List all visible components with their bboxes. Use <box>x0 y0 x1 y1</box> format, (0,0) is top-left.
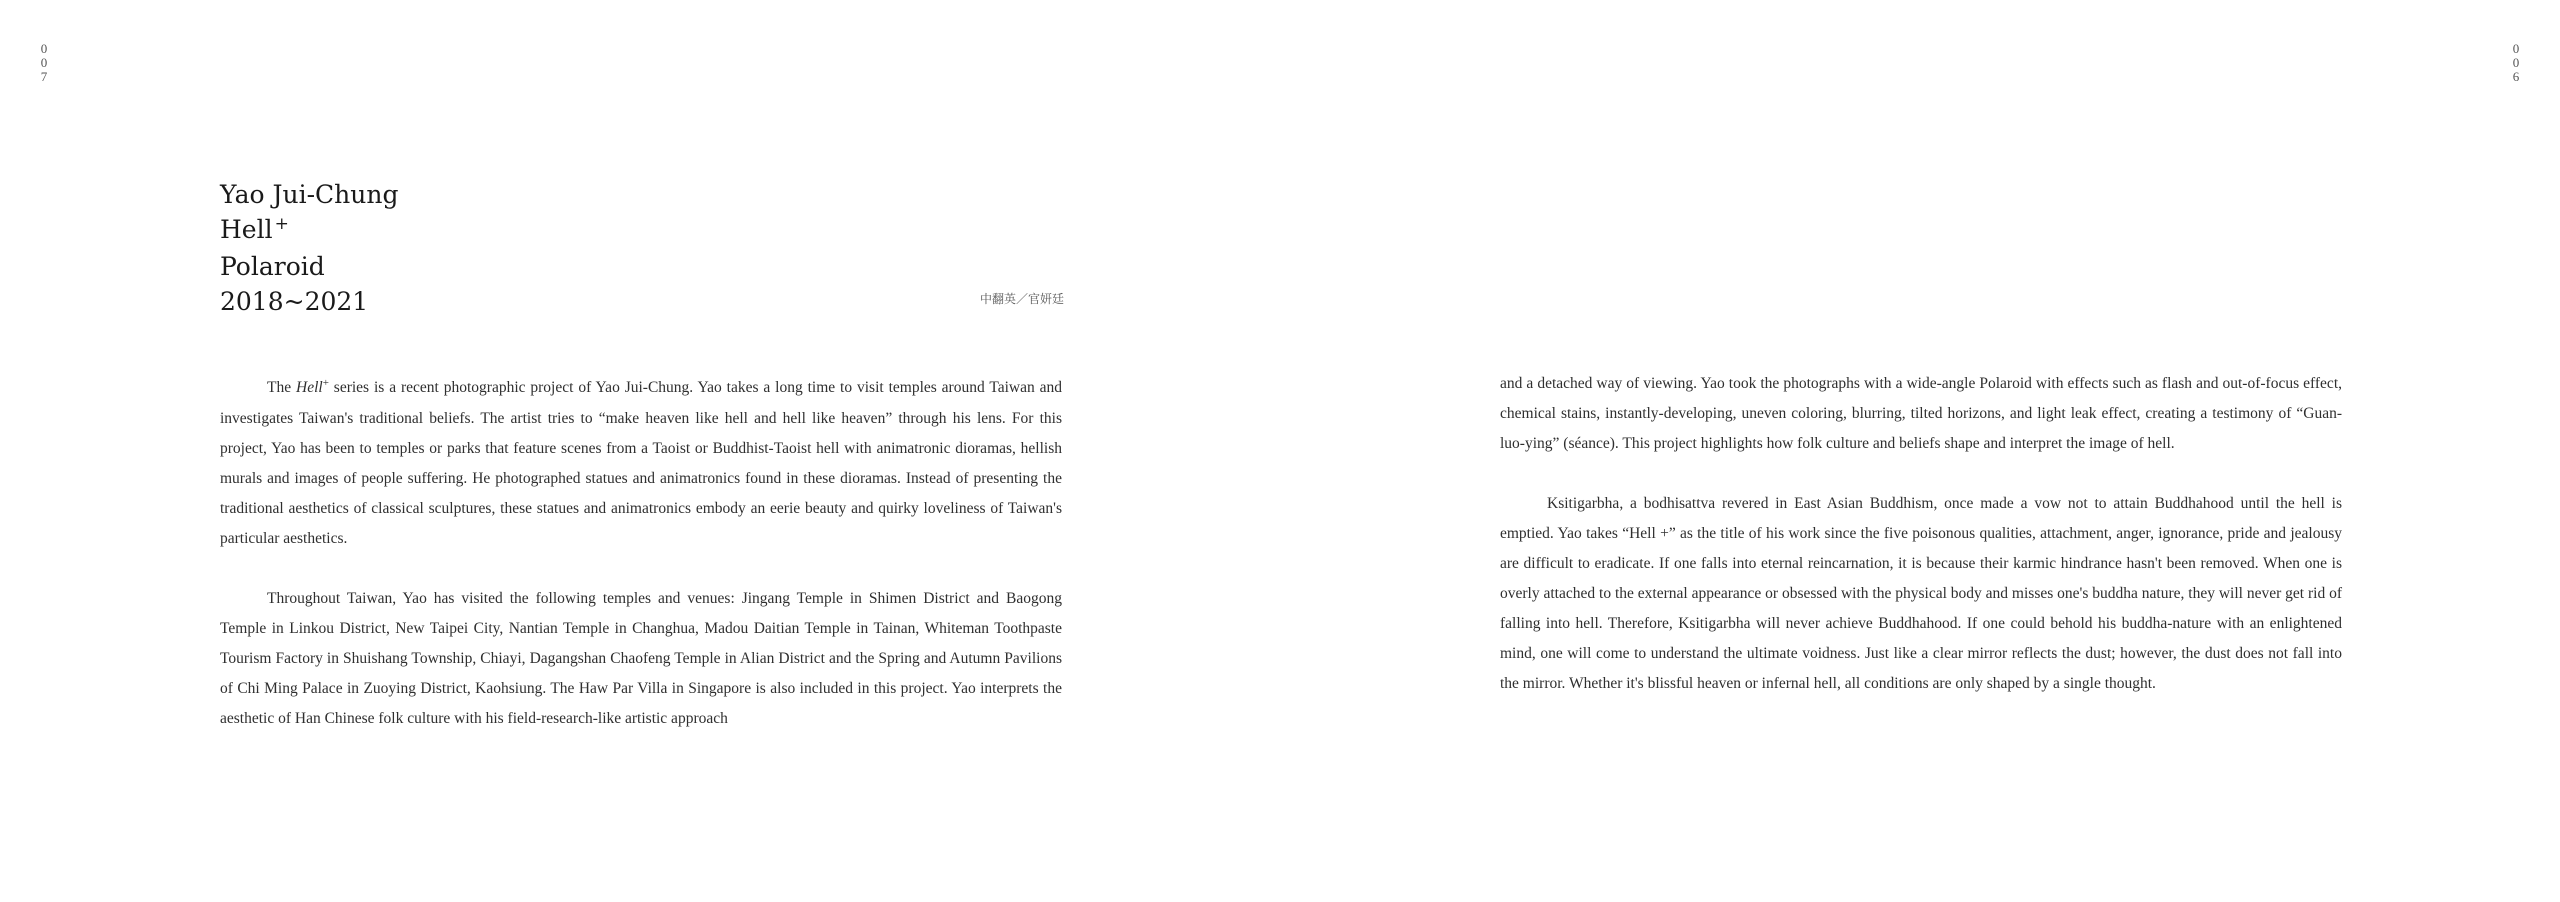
superscript: + <box>322 377 329 389</box>
medium: Polaroid <box>220 252 325 281</box>
paragraph <box>220 373 1062 554</box>
page-number-digit: 0 <box>2512 41 2520 56</box>
paragraph: Throughout Taiwan, Yao has visited the following temples and venues: Jingang Temple in Shimen District and Baogong Temple in Linkou District, New Taipei City, Nantian Temple in Changhua, Madou Daitian Temple in Tainan, Whiteman Toothpaste Tourism Factory in Shuishang Township, Chiayi, Dagangshan Chaofeng Temple in Alian District and the Spring and Autumn Pavilions of Chi Ming Palace in Zuoying District, Kaohsiung. The Haw Par Villa in Singapore is also included in this project. Yao interprets the aesthetic of Han Chinese folk culture with his field-research-like artistic approach <box>220 590 1062 727</box>
page-number-digit: 0 <box>40 55 48 70</box>
paragraph: Ksitigarbha, a bodhisattva revered in East Asian Buddhism, once made a vow not to attain Buddhahood until the hell is emptied. Yao takes “Hell +” as the title of his work since the five poisonous qualities, attachment, anger, ignorance, pride and jealousy are difficult to eradicate. If one falls into eternal reincarnation, it is because their karmic hindrance hasn't been removed. When one is overly attached to the external appearance or obsessed with the physical body and misses one's buddha nature, they will never get rid of falling into hell. Therefore, Ksitigarbha will never achieve Buddhahood. If one could behold his buddha-nature with an enlightened mind, one will come to understand the ultimate voidness. Just like a clear mirror reflects the dust; however, the dust does not fall into the mirror. Whether it's blissful heaven or infernal hell, all conditions are only shaped by a single thought. <box>1500 495 2342 692</box>
title-block <box>220 178 398 319</box>
page-number-digit: 0 <box>40 41 48 56</box>
italic-title: Hell <box>296 379 323 396</box>
work-title-text: Hell <box>220 214 273 244</box>
page-number-left <box>36 42 52 84</box>
paragraph-text: series is a recent photographic project of Yao Jui-Chung. Yao takes a long time to visit temples around Taiwan and investigates Taiwan's traditional beliefs. The artist tries to “make heaven like hell and hell like heaven” through his lens. For this project, Yao has been to temples or parks that feature scenes from a Taoist or Buddhist-Taoist hell with animatronic dioramas, hellish murals and images of people suffering. He photographed statues and animatronics found in these dioramas. Instead of presenting the traditional aesthetics of classical sculptures, these statues and animatronics embody an eerie beauty and quirky loveliness of Taiwan's particular aesthetics. <box>220 379 1062 547</box>
page-number-digit: 0 <box>2512 55 2520 70</box>
years: 2018~2021 <box>220 286 369 316</box>
artist-name: Yao Jui-Chung <box>220 180 399 209</box>
right-column <box>1500 369 2342 729</box>
paragraph-text: The <box>267 379 296 396</box>
page-number-digit: 7 <box>40 69 48 84</box>
translator-credit: 中翻英／官妍廷 <box>980 292 1065 306</box>
work-title <box>220 213 398 251</box>
page-number-right <box>2508 42 2524 84</box>
left-column <box>220 373 1062 764</box>
paragraph: and a detached way of viewing. Yao took the photographs with a wide-angle Polaroid with effects such as flash and out-of-focus effect, chemical stains, instantly-developing, uneven coloring, blurring, tilted horizons, and light leak effect, creating a testimony of “Guan-luo-ying” (séance). This project highlights how folk culture and beliefs shape and interpret the image of hell. <box>1500 375 2342 452</box>
work-title-superscript: + <box>274 213 289 234</box>
page-number-digit: 6 <box>2512 69 2520 84</box>
